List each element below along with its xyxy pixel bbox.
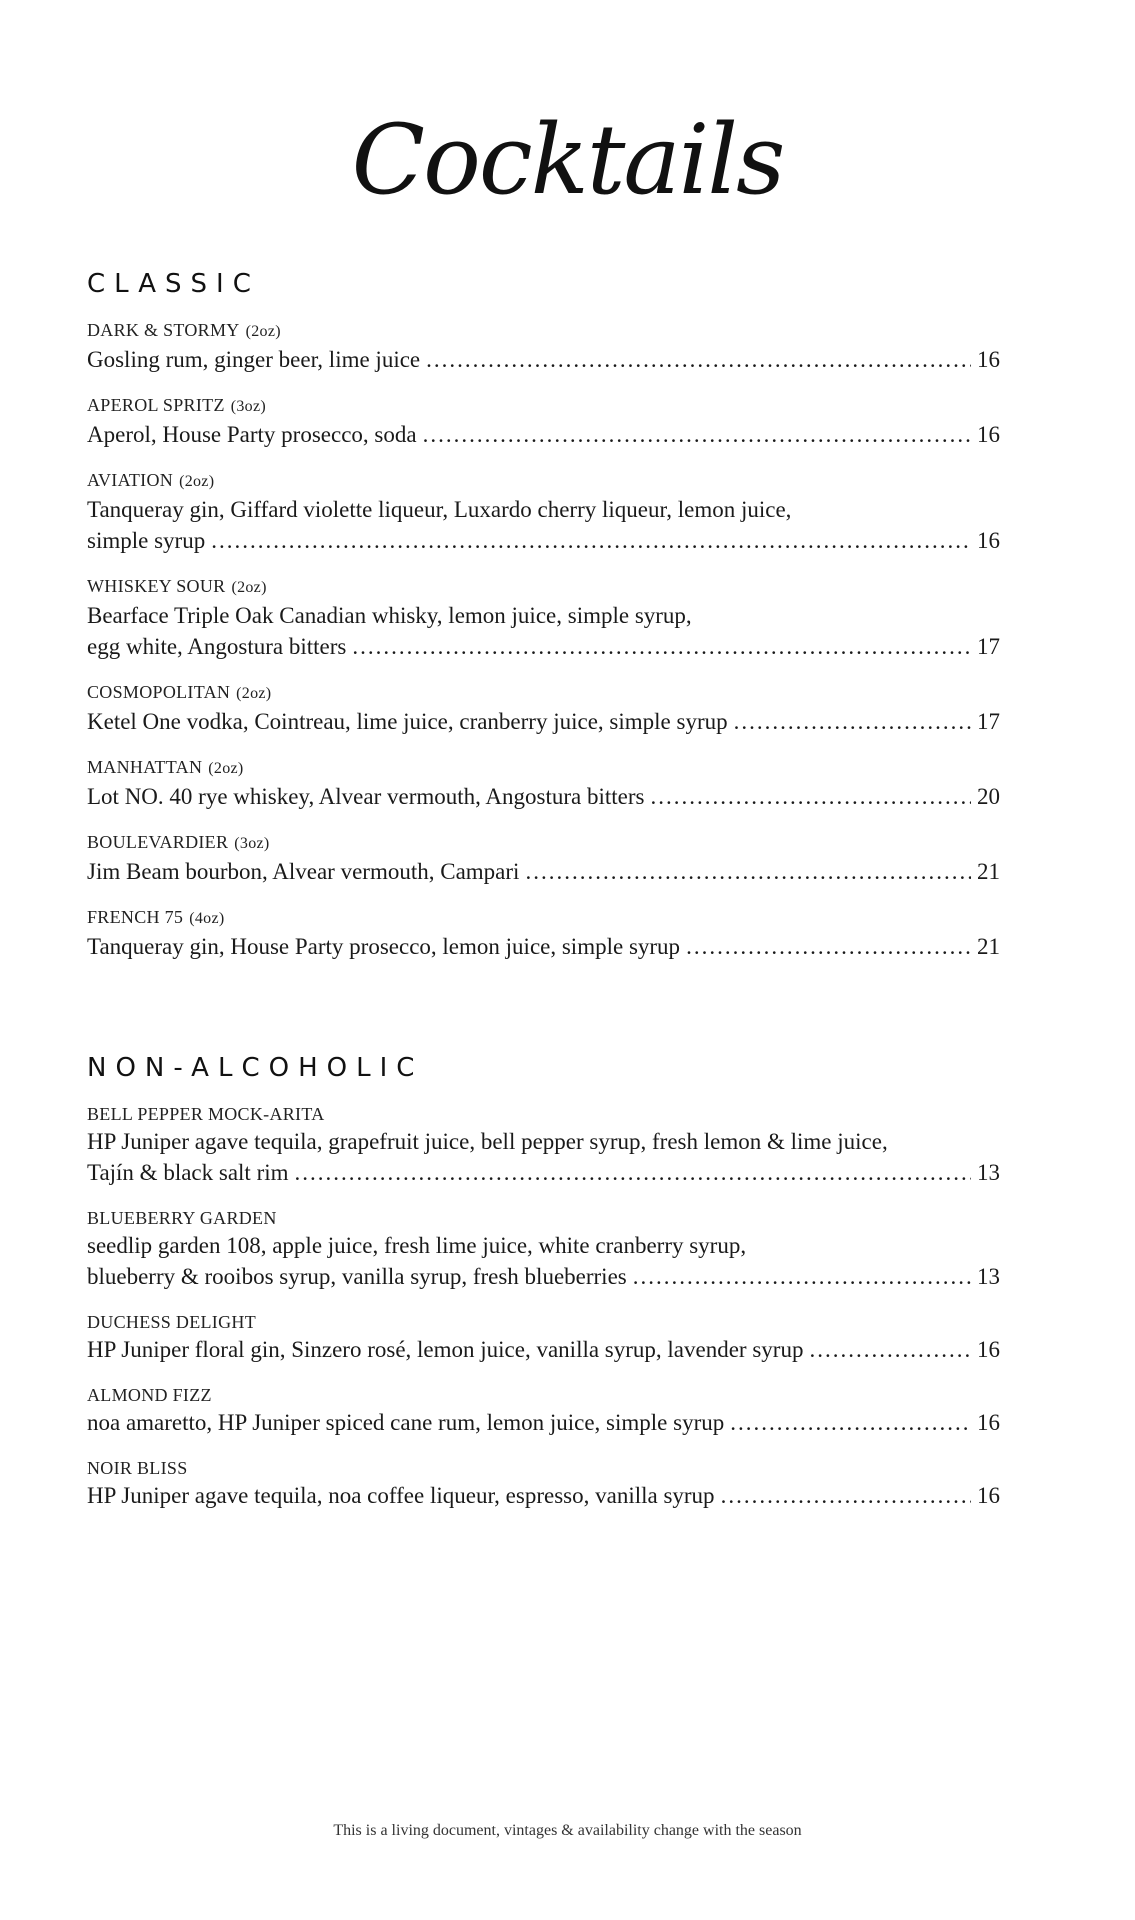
item-price: 16 — [977, 422, 1000, 447]
menu-item — [87, 574, 1000, 662]
item-size: (2oz) — [208, 760, 244, 777]
item-size: (3oz) — [234, 835, 270, 852]
item-price: 20 — [977, 784, 1000, 809]
item-name-row — [87, 318, 1000, 344]
section-classic — [87, 268, 1000, 980]
dot-leader — [295, 1157, 971, 1188]
item-name-row — [87, 680, 1000, 706]
item-name: NOIR BLISS — [87, 1458, 188, 1478]
item-size: (3oz) — [230, 398, 267, 415]
menu-item — [87, 905, 1000, 962]
dot-leader — [686, 931, 971, 962]
item-name: AVIATION — [87, 470, 174, 490]
item-size: (2oz) — [179, 473, 215, 490]
dot-leader — [734, 706, 971, 737]
item-description-final — [87, 1157, 1000, 1188]
section-heading: CLASSIC — [87, 269, 260, 299]
item-description-final — [87, 781, 1000, 812]
item-name-row — [87, 905, 1000, 931]
menu-item — [87, 1102, 1000, 1188]
item-description-final — [87, 1480, 1000, 1511]
item-price: 16 — [977, 347, 1000, 372]
item-description-final — [87, 525, 1000, 556]
section-heading: NON-ALCOHOLIC — [87, 1053, 424, 1083]
footer-note: This is a living document, vintages & availability change with the season — [333, 1822, 802, 1839]
dot-leader — [633, 1261, 971, 1292]
item-size: (2oz) — [231, 579, 267, 596]
item-name: DUCHESS DELIGHT — [87, 1312, 256, 1332]
item-name: BOULEVARDIER — [87, 832, 229, 852]
dot-leader — [423, 419, 971, 450]
page-title: Cocktails — [351, 104, 784, 216]
item-description-line: egg white, Angostura bitters — [87, 634, 347, 659]
item-name-row — [87, 1310, 1000, 1334]
menu-item — [87, 680, 1000, 737]
item-name-row — [87, 1102, 1000, 1126]
item-description-line: Ketel One vodka, Cointreau, lime juice, cranberry juice, simple syrup — [87, 709, 728, 734]
item-price: 16 — [977, 1483, 1000, 1508]
section-non-alcoholic — [87, 1052, 1000, 1529]
item-description-final — [87, 419, 1000, 450]
item-name: MANHATTAN — [87, 757, 203, 777]
item-name-row — [87, 393, 1000, 419]
item-description-final — [87, 344, 1000, 375]
item-description-line: HP Juniper floral gin, Sinzero rosé, lemon juice, vanilla syrup, lavender syrup — [87, 1337, 804, 1362]
item-name: BLUEBERRY GARDEN — [87, 1208, 277, 1228]
menu-item — [87, 1383, 1000, 1438]
item-price: 17 — [977, 709, 1000, 734]
dot-leader — [809, 1334, 971, 1365]
item-size: (2oz) — [236, 685, 272, 702]
item-description-final — [87, 1334, 1000, 1365]
item-description-line: Tanqueray gin, Giffard violette liqueur, Luxardo cherry liqueur, lemon juice, — [87, 497, 792, 522]
menu-item — [87, 1456, 1000, 1511]
dot-leader — [730, 1407, 971, 1438]
item-name: ALMOND FIZZ — [87, 1385, 212, 1405]
item-name: APEROL SPRITZ — [87, 395, 225, 415]
menu-item — [87, 1206, 1000, 1292]
item-name-row — [87, 830, 1000, 856]
item-size: (2oz) — [245, 323, 281, 340]
item-price: 16 — [977, 1410, 1000, 1435]
item-description-final — [87, 631, 1000, 662]
menu-item — [87, 830, 1000, 887]
menu-item — [87, 393, 1000, 450]
item-description-final — [87, 856, 1000, 887]
menu-item — [87, 468, 1000, 556]
item-name: COSMOPOLITAN — [87, 682, 231, 702]
item-description-line: simple syrup — [87, 528, 206, 553]
item-description-line: HP Juniper agave tequila, noa coffee liqueur, espresso, vanilla syrup — [87, 1483, 715, 1508]
item-price: 21 — [977, 859, 1000, 884]
item-price: 13 — [977, 1160, 1000, 1185]
menu-item — [87, 318, 1000, 375]
item-description-final — [87, 1261, 1000, 1292]
dot-leader — [211, 525, 971, 556]
item-description-line: Gosling rum, ginger beer, lime juice — [87, 347, 421, 372]
dot-leader — [721, 1480, 971, 1511]
menu-item — [87, 755, 1000, 812]
menu-item — [87, 1310, 1000, 1365]
item-description-line: Lot NO. 40 rye whiskey, Alvear vermouth, Angostura bitters — [87, 784, 645, 809]
item-price: 13 — [977, 1264, 1000, 1289]
item-name: WHISKEY SOUR — [87, 576, 226, 596]
item-name-row — [87, 1383, 1000, 1407]
item-description-line: blueberry & rooibos syrup, vanilla syrup, fresh blueberries — [87, 1264, 627, 1289]
item-description-line: Tajín & black salt rim — [87, 1160, 289, 1185]
item-name-row — [87, 755, 1000, 781]
item-description-line: seedlip garden 108, apple juice, fresh lime juice, white cranberry syrup, — [87, 1233, 747, 1258]
item-name-row — [87, 1456, 1000, 1480]
item-name-row — [87, 468, 1000, 494]
item-size: (4oz) — [189, 910, 225, 927]
dot-leader — [352, 631, 971, 662]
item-description-final — [87, 1407, 1000, 1438]
item-name: FRENCH 75 — [87, 907, 184, 927]
dot-leader — [426, 344, 971, 375]
item-description-line: Jim Beam bourbon, Alvear vermouth, Campari — [87, 859, 520, 884]
item-price: 21 — [977, 934, 1000, 959]
item-name: DARK & STORMY — [87, 320, 240, 340]
item-description-final — [87, 706, 1000, 737]
item-name-row — [87, 1206, 1000, 1230]
item-price: 17 — [977, 634, 1000, 659]
item-price: 16 — [977, 1337, 1000, 1362]
item-description-line: HP Juniper agave tequila, grapefruit juice, bell pepper syrup, fresh lemon & lime juice, — [87, 1129, 888, 1154]
item-name-row — [87, 574, 1000, 600]
item-name: BELL PEPPER MOCK-ARITA — [87, 1104, 325, 1124]
item-description-line: Tanqueray gin, House Party prosecco, lemon juice, simple syrup — [87, 934, 681, 959]
item-description-line: Bearface Triple Oak Canadian whisky, lemon juice, simple syrup, — [87, 603, 692, 628]
dot-leader — [525, 856, 971, 887]
item-description-line: noa amaretto, HP Juniper spiced cane rum, lemon juice, simple syrup — [87, 1410, 725, 1435]
dot-leader — [650, 781, 971, 812]
item-description-line: Aperol, House Party prosecco, soda — [87, 422, 417, 447]
item-price: 16 — [977, 528, 1000, 553]
item-description-final — [87, 931, 1000, 962]
